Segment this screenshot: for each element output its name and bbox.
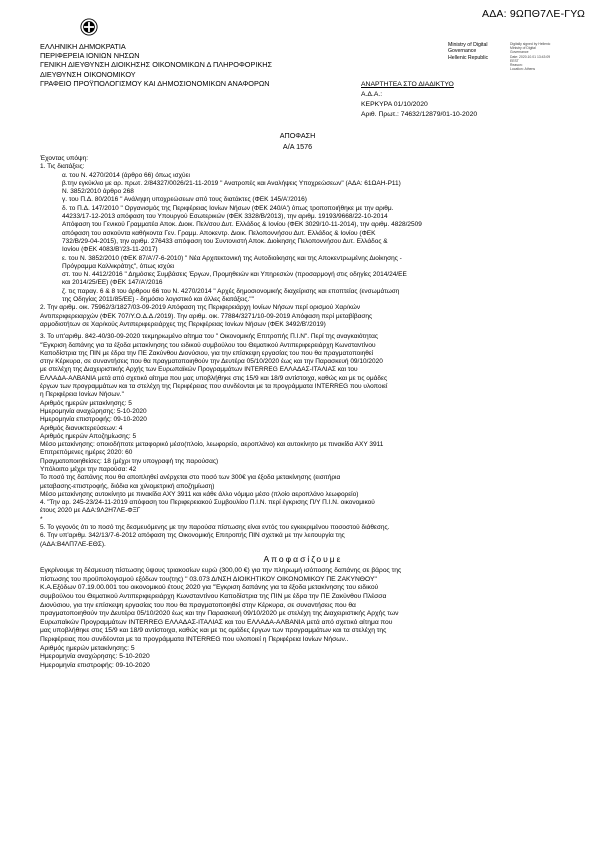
list-item: "Έγκριση δαπάνης για τα έξοδα μετακίνησης του ειδικού συμβούλου του Θεματικού Αντιπεριφερειάρχη Κωνσταντίνου	[40, 341, 376, 349]
header-line: ΔΙΕΥΘΥΝΣΗ ΟΙΚΟΝΟΜΙΚΟΥ	[40, 69, 136, 79]
signature-detail: Location: Athens	[510, 67, 536, 72]
trip-detail: Ημερομηνία επιστροφής: 09-10-2020	[40, 416, 147, 424]
header-line: ΠΕΡΙΦΕΡΕΙΑ ΙΟΝΙΩΝ ΝΗΣΩΝ	[40, 51, 140, 61]
list-item: 6. Την υπ'αριθμ. 342/13/7-6-2012 απόφαση της Οικονομικής Επιτροπής ΠΙΝ σχετικά με την λειτουργία της	[40, 532, 345, 540]
list-item: ε. του Ν. 3852/2010 (ΦΕΚ 87/Α'/7-6-2010) " Νέα Αρχιτεκτονική της Αυτοδιοίκησης και της Αποκεντρωμένης Διοίκησης -	[62, 254, 402, 262]
signature-details	[510, 42, 590, 71]
trip-detail: Μέσο μετακίνησης: οποιοδήποτε μεταφορικό μέσο(πλοίο, λεωφορείο, αεροπλάνο) και αυτοκίνητο με πινακίδα ΑΧΥ 3911	[40, 441, 384, 449]
list-item: έργων των προγραμμάτων και τα στελέχη της Περιφέρειας που συνδέονται με τα προγράμματα INTERREG που υλοποιεί	[40, 383, 388, 391]
signature-detail: Date: 2020.10.01 13:43:09	[510, 54, 551, 59]
posting-protocol-number: Αριθ. Πρωτ.: 74632/12879/01-10-2020	[361, 111, 478, 118]
list-item: 5. Το γεγονός ότι το ποσό της δεσμευόμενης με την παρούσα πίστωσης είναι εντός του εγκεκριμένου ποσοστού διάθεσης.	[40, 524, 390, 532]
trip-detail: Ημερομηνία επιστροφής: 09-10-2020	[40, 661, 150, 669]
trip-detail: Υπόλοιπο μέχρι την παρούσα: 42	[40, 465, 137, 473]
list-item: και 2014/25/ΕΕ) (ΦΕΚ 147/Α'/2016	[62, 279, 163, 287]
trip-detail: Πραγματοποιηθείσες: 18 (μέχρι την υπογραφή της παρούσας)	[40, 457, 219, 465]
greek-emblem-icon	[80, 18, 98, 36]
decision-title: ΑΠΟΦΑΣΗ	[279, 131, 316, 140]
decision-number: Α/Α 1576	[282, 142, 313, 151]
posting-info	[361, 80, 477, 120]
document-body	[40, 155, 566, 670]
list-item: ΕΛΛΑΔΑ-ΑΛΒΑΝΙΑ μετά από σχετικό αίτημα που μας υποβλήθηκε στις 15/9 και 18/9 αντίστοιχα, καθώς και με τις ομάδες	[40, 374, 388, 382]
trip-detail: Αριθμός ημερών μετακίνησης: 5	[40, 644, 135, 652]
list-item: με στελέχη της Διαχειριστικής Αρχής των Ευρωπαϊκών Προγραμμάτων INTERREG ΕΛΛΑΔΑΣ-ΙΤΑΛΙΑΣ και του	[40, 366, 358, 374]
list-item: της Οδηγίας 2011/85/ΕΕ) - δημόσιο λογιστικό και άλλες διατάξεις.""	[62, 296, 254, 304]
list-item: στ. του Ν. 4412/2016 " Δημόσιες Συμβάσεις Έργων, Προμηθειών και Υπηρεσιών (προσαρμογή στις οδηγίες 2014/24/ΕΕ	[62, 271, 407, 279]
decision-line: πίστωσης του προϋπολογισμού εξόδων του(της) " 03.073 Δ/ΝΣΗ ΔΙΟΙΚΗΤΙΚΟΥ ΟΙΚΟΝΟΜΙΚΟΥ ΠΕ ΖΑΚΥΝΘΟΥ"	[40, 575, 377, 583]
list-item: α. του Ν. 4270/2014 (άρθρο 66) όπως ισχύει	[62, 171, 190, 179]
list-item: β.την εγκύκλιο με αρ. πρωτ. 2/84327/0026/21-11-2019 " Ανατροπές και Αναλήψεις Υποχρεώσεων" (ΑΔΑ: 61ΩΑΗ-Ρ11)	[62, 179, 401, 187]
decision-line: Περιφέρειας που συνδέονται με τα προγράμματα INTERREG που υλοποιεί η Περιφέρεια Ιονίων Νήσων..	[40, 636, 349, 643]
decision-line: Διονύσιου, για την επίσκεψη εργασίας του που θα πραγματοποιηθεί στην Κέρκυρα, σε συναντήσεις που θα	[40, 601, 356, 609]
signature-detail: Digitally signed by Hellenic	[510, 42, 551, 46]
signature-detail: EEST	[510, 58, 519, 63]
list-item: η Περιφέρεια Ιονίων Νήσων."	[40, 391, 124, 399]
list-item: (ΑΔΑ:Β4ΛΠ7ΛΕ-ΕΘΣ).	[40, 540, 106, 548]
posting-place-date: ΚΕΡΚΥΡΑ 01/10/2020	[361, 101, 428, 108]
signature-detail: Governance	[510, 50, 529, 55]
decision-line: Εγκρίνουμε τη δέσμευση πίστωσης ύψους τριακοσίων ευρώ (300,00 €) για την πληρωμή ισόποσης δαπάνης σε βάρος της	[40, 567, 402, 575]
posting-title: ΑΝΑΡΤΗΤΕΑ ΣΤΟ ΔΙΑΔΙΚΤΥΟ	[361, 81, 454, 88]
trip-detail: Το ποσό της δαπάνης που θα αποπληθεί ανέρχεται στο ποσό των 300€ για έξοδα μετακίνησης (εισιτήρια	[40, 474, 341, 482]
decision-heading	[0, 130, 595, 152]
signature-detail: Ministry of Digital	[510, 46, 536, 51]
header-line: ΕΛΛΗΝΙΚΗ ΔΗΜΟΚΡΑΤΙΑ	[40, 42, 126, 51]
list-item: Αντιπεριφερειαρχών (ΦΕΚ 707/Υ.Ο.Δ.Δ./2019). Την αριθμ. οικ. 77884/3271/10-09-2019 Απόφαση περί μεταβίβασης	[40, 312, 373, 320]
list-item: στην Κέρκυρα, σε συναντήσεις που θα πραγματοποιηθούν την Δευτέρα 05/10/2020 έως και την Παρασκευή 09/10/2020	[40, 358, 383, 366]
list-item: Καποδίστρια της ΠΙΝ με έδρα την ΠΕ Ζακύνθου Διονύσιου, για την επίσκεψη εργασίας του που θα πραγματοποιηθεί	[40, 349, 374, 357]
list-item: απόφαση του ασκούντα καθήκοντα Γεν. Γραμμ. Αποκεντρ. Διοικ. Πελοποννήσου Δυτ. Ελλάδος & Ιονίου (ΦΕΚ	[62, 229, 376, 237]
list-item: έτους 2020 με ΑΔΑ:9Λ2Η7ΛΕ-ΦΞΓ	[40, 507, 141, 515]
separator-asterisk: *	[40, 515, 43, 523]
decision-verdict-heading: Αποφασίζουμε	[263, 553, 343, 564]
trip-detail: Επιτρεπόμενες ημέρες 2020: 60	[40, 449, 133, 457]
list-item: Απόφαση του Γενικού Γραμματέα Αποκ. Διοικ. Πελ/σου Δυτ. Ελλάδος & Ιονίου (ΦΕΚ 3029/10-11-2014), την αριθμ. 4828/2509	[62, 221, 422, 229]
decision-line: Ευρωπαϊκών Προγραμμάτων INTERREG ΕΛΛΑΔΑΣ-ΙΤΑΛΙΑΣ και του ΕΛΛΑΔΑ-ΑΛΒΑΝΙΑ μετά από σχετικό αίτημα που	[40, 618, 393, 626]
list-item: ζ. τις παραγ. 6 & 8 του άρθρου 66 του Ν. 4270/2014 " Αρχές δημοσιονομικής διαχείρισης και εποπτείας (ενσωμάτωση	[62, 287, 400, 295]
decision-line: μας υποβλήθηκε στις 15/9 και 18/9 αντίστοιχα, καθώς και με τις ομάδες έργων των προγραμμάτων και τα στελέχη της	[40, 627, 387, 635]
ada-code: ΑΔΑ: 9ΩΠΘ7ΛΕ-ΓΥΩ	[482, 8, 585, 20]
list-item: 44233/17-12-2013 απόφαση του Υπουργού Εσωτερικών (ΦΕΚ 3328/Β/2013), την αριθμ. 19193/9668/22-10-2014	[62, 213, 388, 221]
list-item: Ιονίου (ΦΕΚ 4083/Β'/23-11-2017)	[62, 246, 158, 254]
trip-detail: Ημερομηνία αναχώρησης: 5-10-2020	[40, 407, 147, 415]
list-item: Ν. 3852/2010 άρθρο 268	[62, 188, 134, 196]
trip-detail: μεταβασης-επιστροφής, διόδια και χιλιομετρική αποζημίωση)	[40, 482, 215, 490]
trip-detail: Αριθμός ημερών Αποζημίωσης: 5	[40, 432, 137, 440]
list-item: 732/Β/29-04-2015), την αριθμ. 276433 απόφαση του Συντονιστή Αποκ. Διοίκησης Πελοποννήσου Δυτ. Ελλάδος &	[62, 237, 388, 245]
signature-detail: Reason:	[510, 63, 523, 68]
intro: Έχοντας υπόψη:	[40, 155, 89, 162]
decision-line: πραγματοποιηθούν την Δευτέρα 05/10/2020 έως και την Παρασκευή 09/10/2020 με στελέχη της Διαχειριστικής Αρχής των	[40, 610, 399, 618]
signature-line: Hellenic Republic	[448, 54, 489, 61]
signature-line: Governance	[448, 48, 477, 55]
list-item: 2. Την αριθμ. οικ. 75962/3/1827/03-09-2019 Απόφαση της Περιφερειάρχη Ιονίων Νήσων περί ορισμού Χαρ/κών	[40, 304, 361, 312]
issuer-header	[40, 42, 272, 88]
header-line: ΓΕΝΙΚΗ ΔΙΕΥΘΥΝΣΗ ΔΙΟΙΚΗΣΗΣ ΟΙΚΟΝΟΜΙΚΩΝ Δ ΠΛΗΡΟΦΟΡΙΚΗΣ	[40, 60, 272, 70]
trip-detail: Ημερομηνία αναχώρησης: 5-10-2020	[40, 653, 150, 661]
list-item: 1. Τις διατάξεις:	[40, 163, 85, 171]
list-item: γ. του Π.Δ. 80/2016 " Ανάληψη υποχρεώσεων από τους διατάκτες (ΦΕΚ 145/Α'/2016)	[62, 196, 307, 204]
trip-detail: Αριθμός διανυκτερεύσεων: 4	[40, 424, 123, 432]
signature-line: Ministry of Digital	[448, 42, 488, 48]
list-item: 4. "Την αρ. 245-23/24-11-2019 απόφαση του Περιφερειακού Συμβουλίου Π.Ι.Ν. περί έγκρισης Π/Υ Π.Ι.Ν. οικονομικού	[40, 499, 375, 507]
trip-detail: Μέσο μετακίνησης αυτοκίνητο με πινακίδα ΑΧΥ 3911 και κάθε άλλο νόμιμο μέσο (πλοίο αεροπλάνο λεωφορείο)	[40, 490, 359, 498]
list-item: δ. το Π.Δ. 147/2010 " Οργανισμός της Περιφέρειας Ιονίων Νήσων (ΦΕΚ 240/Α') όπως τροποποιήθηκε με την αριθμ.	[62, 204, 394, 212]
posting-ada-label: Α.Δ.Α.:	[361, 91, 383, 98]
list-item: 3. Το υπ'αριθμ. 842-40/30-09-2020 τεκμηριωμένο αίτημα του " Οικονομικής Επιτροπής Π.Ι.Ν". Περί της αναγκαιότητας	[40, 333, 378, 341]
decision-line: συμβούλου του Θεματικού Αντιπεριφερειάρχη Κωνσταντίνου Καποδίστρια της ΠΙΝ με έδρα την ΠΕ Ζακύνθου Πλέσσα	[40, 593, 387, 601]
signature-signer	[448, 42, 506, 61]
list-item: Πρόγραμμα Καλλικράτης", όπως ισχύει	[62, 262, 175, 270]
decision-line: Κ.Α.Εξόδων 07.19.00.001 του οικονομικού έτους 2020 για "Έγκριση δαπάνης για τα έξοδα μετακίνησης του ειδικού	[40, 584, 379, 592]
decision-text	[40, 567, 566, 670]
trip-detail: Αριθμός ημερών μετακίνησης: 5	[40, 399, 132, 407]
list-item: αρμοδιοτήτων σε Χαρ/κούς Αντιπεριφερειάρχες της Περιφέρειας Ιονίων Νήσων (ΦΕΚ 3492/Β'/2019)	[40, 320, 326, 328]
header-line: ΓΡΑΦΕΙΟ ΠΡΟΫΠΟΛΟΓΙΣΜΟΥ ΚΑΙ ΔΗΜΟΣΙΟΝΟΜΙΚΩΝ ΑΝΑΦΟΡΩΝ	[40, 78, 270, 88]
